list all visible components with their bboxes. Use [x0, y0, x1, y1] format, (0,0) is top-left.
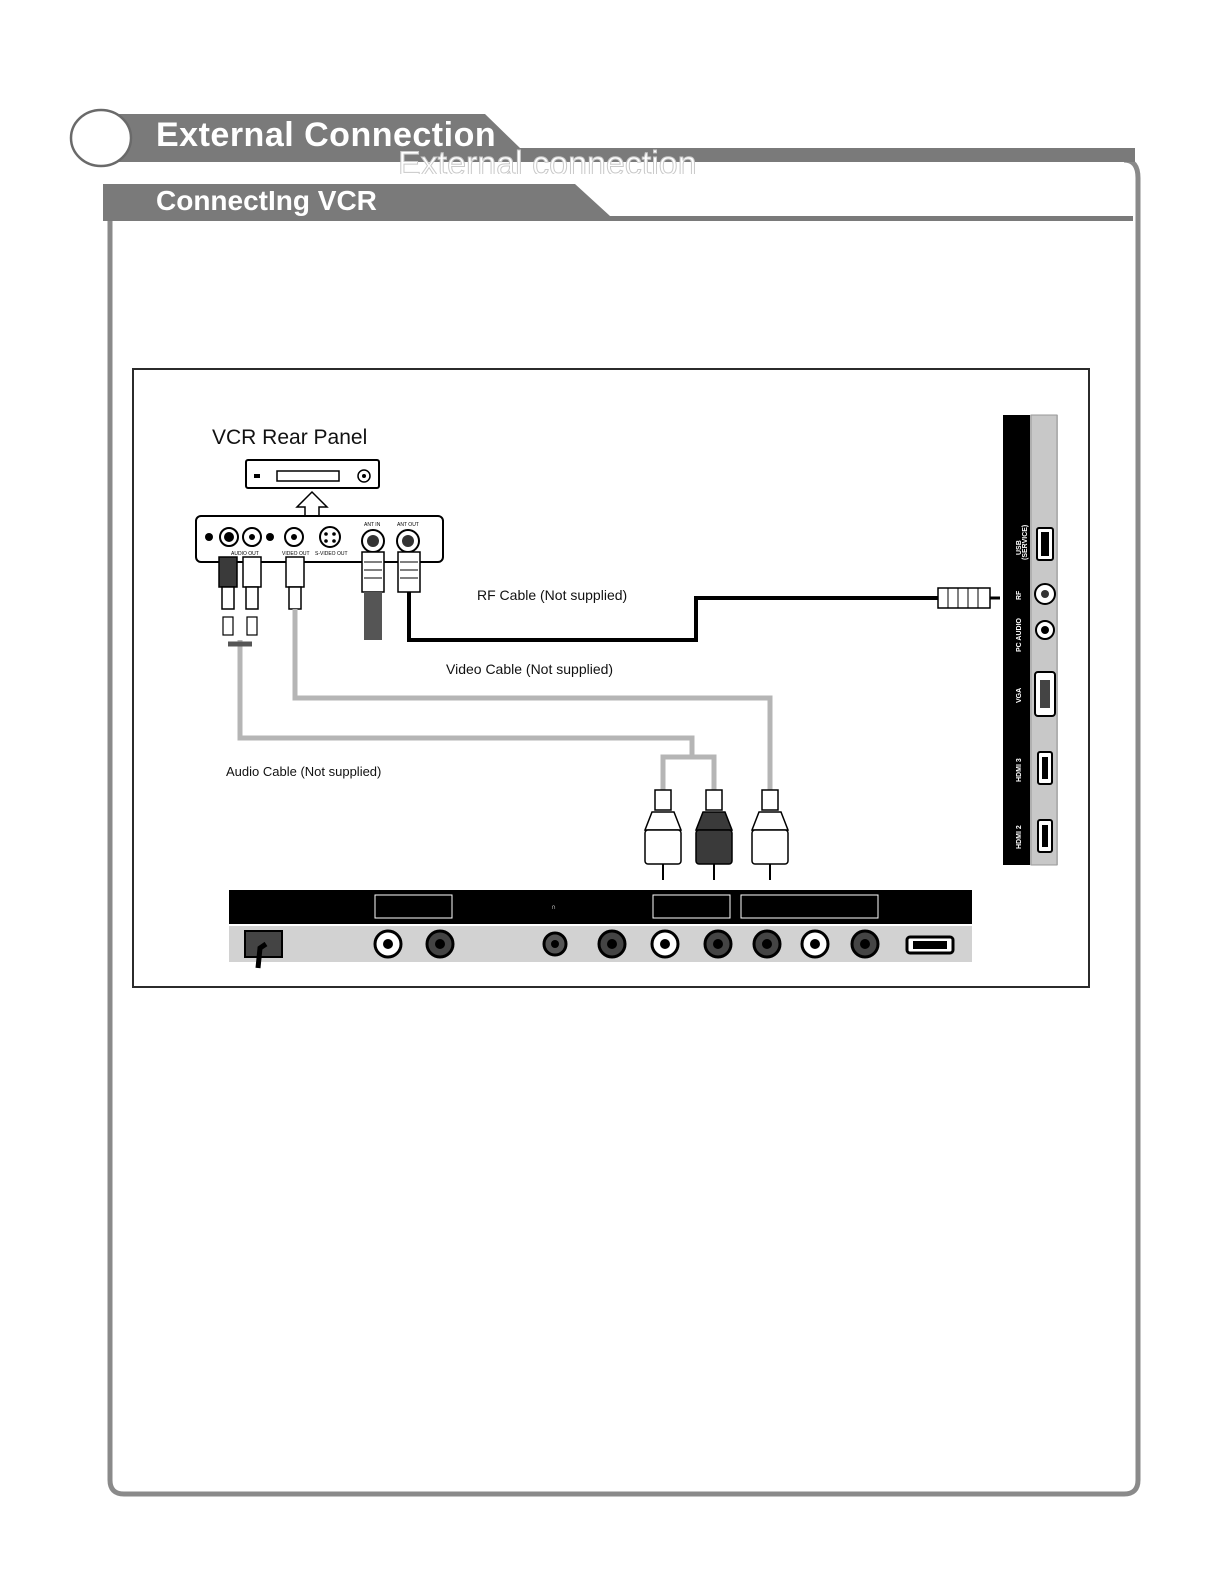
vcr-device-icon — [246, 460, 379, 488]
rf-plug-tv — [938, 588, 1000, 608]
tv-bottom-panel — [229, 890, 972, 968]
video-cable-label: Video Cable (Not supplied) — [446, 661, 614, 677]
audio-cable-label: Audio Cable (Not supplied) — [226, 764, 382, 779]
video-plug-tv — [752, 790, 788, 880]
audio-l-plug-tv — [645, 790, 681, 880]
tv-side-label-pc-audio: PC AUDIO — [1016, 618, 1023, 652]
tv-side-label-usb: USB — [1016, 540, 1023, 555]
ghost-title: External connection — [398, 145, 697, 174]
rf-cable-label: RF Cable (Not supplied) — [477, 587, 628, 603]
vcr-svideo-label: S-VIDEO OUT — [315, 551, 348, 557]
video-plug — [286, 557, 304, 609]
tv-side-label-rf: RF — [1016, 590, 1023, 600]
tv-side-label-usb-note: (SERVICE) — [1022, 524, 1029, 560]
vcr-rear-panel-title: VCR Rear Panel — [212, 426, 368, 449]
audio-r-plug-tv — [696, 790, 732, 880]
audio-r-plug — [219, 557, 237, 609]
vcr-ant-out-label: ANT OUT — [397, 522, 419, 528]
rf-plug-ant-in — [362, 552, 384, 640]
vcr-ant-in-label: ANT IN — [364, 522, 381, 528]
tv-side-label-hdmi2: HDMI 2 — [1016, 825, 1023, 849]
rf-plug-ant-out — [398, 552, 420, 592]
vcr-svideo-jack — [320, 527, 340, 547]
tv-side-label-hdmi3: HDMI 3 — [1016, 758, 1023, 782]
audio-l-plug — [243, 557, 261, 609]
page-title: External Connection — [156, 116, 497, 154]
vcr-video-out-label: VIDEO OUT — [282, 551, 310, 557]
vcr-audio-out-label: AUDIO OUT — [231, 551, 259, 557]
headphone-icon: ∩ — [551, 904, 557, 911]
tv-side-panel — [1003, 415, 1058, 865]
tv-side-label-vga: VGA — [1016, 687, 1023, 703]
section-subtitle: ConnectIng VCR — [156, 185, 377, 216]
arrow-up-icon — [297, 492, 327, 516]
